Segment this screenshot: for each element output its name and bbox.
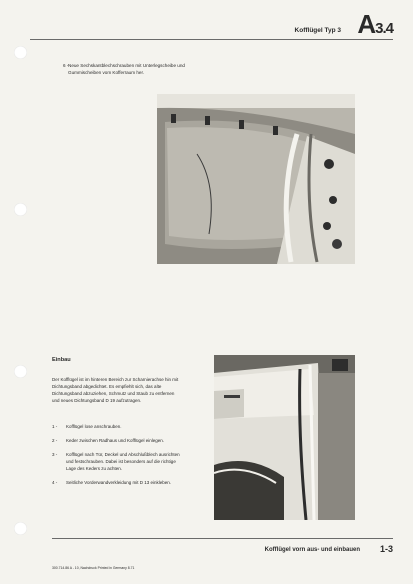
step-number: 2 - bbox=[52, 438, 58, 443]
page-number: 1-3 bbox=[379, 544, 393, 554]
section-code bbox=[357, 9, 393, 40]
step-item bbox=[52, 423, 186, 430]
step-number: 6 - bbox=[63, 63, 69, 68]
section-title: Einbau bbox=[52, 357, 71, 363]
punch-hole bbox=[14, 46, 27, 59]
step-item bbox=[63, 62, 218, 76]
step-number: 4 - bbox=[52, 480, 58, 485]
step-item bbox=[52, 479, 186, 486]
step-text: Keder zwischen Radhaus und Kofflügel einlegen. bbox=[66, 438, 164, 443]
section-code-letter: A bbox=[357, 9, 376, 39]
section-code-number: 3.4 bbox=[375, 20, 393, 37]
punch-hole bbox=[14, 203, 27, 216]
trunk-interior-photo bbox=[157, 94, 355, 264]
steps-list bbox=[52, 423, 186, 493]
intro-paragraph: Der Kofflügel ist im hinteren Bereich zur Scharnierachse hin mit Dichtungsband abgedichtet. Es empfiehlt sich, das alte Dichtungsband abzuziehen, Schmutz und Staub zu entfernen und neues Dichtungsband D 19 aufzutragen. bbox=[52, 377, 179, 403]
step-text: Seitliche Vorderwandverkleidung mit D 13 einkleben. bbox=[66, 480, 172, 485]
step-item bbox=[52, 437, 186, 444]
fender-illustration bbox=[214, 355, 355, 520]
step-number: 1 - bbox=[52, 424, 58, 429]
footer-rule bbox=[52, 538, 393, 539]
footer-title: Kofflügel vorn aus- und einbauen bbox=[264, 547, 360, 553]
header-rule bbox=[30, 39, 393, 40]
footer-imprint: 300.714.86 A - 10, Nachdruck Printed in Germany 8.71 bbox=[52, 566, 135, 570]
step-number: 3 - bbox=[52, 452, 58, 457]
page-header bbox=[30, 0, 393, 41]
punch-hole bbox=[14, 365, 27, 378]
header-title: Kofflügel Typ 3 bbox=[294, 27, 341, 34]
step-text: Neue Sechskantblechschrauben mit Unterlegscheibe und Gummischeiben vom Kofferraum her. bbox=[68, 63, 185, 75]
fender-photo bbox=[214, 355, 355, 520]
trunk-interior-illustration bbox=[157, 94, 355, 264]
punch-hole bbox=[14, 522, 27, 535]
step-text: Kofflügel nach Tür, Deckel und Abschlußblech ausrichten und festschrauben. Dabei ist besonders auf die richtige Lage des Keders zu achten. bbox=[66, 452, 180, 471]
step-item bbox=[52, 451, 186, 472]
step-text: Kofflügel lose anschrauben. bbox=[66, 424, 122, 429]
